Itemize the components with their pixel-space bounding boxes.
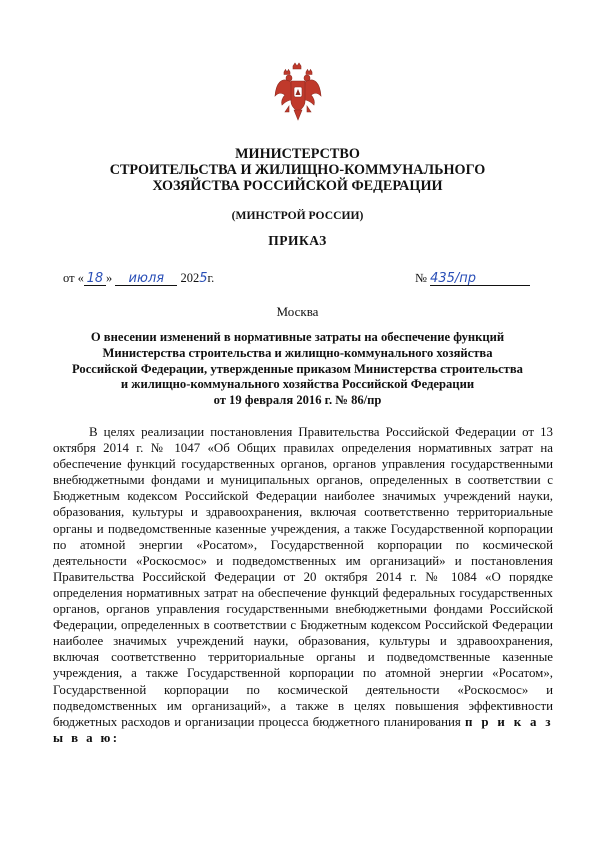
- date-day: 18: [84, 272, 106, 286]
- ministry-short-name: (МИНСТРОЙ РОССИИ): [231, 209, 364, 222]
- ministry-name-line: ХОЗЯЙСТВА РОССИЙСКОЙ ФЕДЕРАЦИИ: [152, 178, 443, 194]
- date-month: июля: [115, 272, 177, 286]
- title-line: и жилищно-коммунального хозяйства Российской Федерации: [120, 377, 475, 392]
- body-paragraph: [53, 424, 553, 746]
- coat-of-arms-icon: [273, 62, 323, 124]
- order-title: [70, 330, 525, 409]
- order-number: [415, 271, 530, 286]
- body-text: В целях реализации постановления Правительства Российской Федерации от 13 октября 2014 г. № 1047 «Об Общих правилах определения нормативных затрат на обеспечение функций государственных органов, органов управления государственными внебюджетными фондами и муниципальных органов, определенных в соответствии с Бюджетным кодексом Российской Федерации наиболее значимых учреждений науки, образования, культуры и здравоохранения, включая соответственно территориальные органы и подведомственные казенные учреждения, а также Государственной корпорации по атомной энергии «Росатом», Государственной корпорации по космической деятельности «Роскосмос» и подведомственных им организаций» и постановления Правительства Российской Федерации от 20 октября 2014 г. № 1084 «О порядке определения нормативных затрат на обеспечение функций федеральных государственных органов, органов управления государственными внебюджетными фондами Российской Федерации, определенных в соответствии с Бюджетным кодексом Российской Федерации наиболее значимых учреждений науки, образования, культуры и здравоохранения, включая соответственно территориальные органы и подведомственные казенные учреждения, а также Государственной корпорации по атомной энергии «Росатом», Государственной корпорации по космической деятельности «Роскосмос» и подведомственных им организаций», а также в целях повышения эффективности бюджетных расходов и организации процесса бюджетного планирования: [53, 425, 553, 729]
- date-year-digit: 5: [199, 271, 208, 286]
- title-line: Министерства строительства и жилищно-коммунального хозяйства: [102, 345, 493, 360]
- title-line: Российской Федерации, утвержденные приказом Министерства строительства: [72, 361, 523, 376]
- date-suffix: г.: [207, 271, 215, 285]
- title-line: О внесении изменений в нормативные затраты на обеспечение функций: [90, 330, 505, 344]
- order-body: [53, 424, 553, 746]
- document-type: ПРИКАЗ: [268, 233, 327, 248]
- date-prefix: от «: [63, 271, 84, 285]
- city: Москва: [276, 304, 319, 319]
- ministry-name: [40, 146, 555, 194]
- date-quote: »: [105, 271, 113, 285]
- date-year-prefix: 202: [180, 271, 200, 285]
- ministry-name-line: СТРОИТЕЛЬСТВА И ЖИЛИЩНО-КОММУНАЛЬНОГО: [109, 162, 486, 178]
- number-prefix: №: [415, 271, 427, 285]
- order-word: п р и к а з ы в а ю:: [53, 714, 553, 745]
- number-value: 435/пр: [430, 272, 530, 286]
- ministry-name-line: МИНИСТЕРСТВО: [235, 146, 360, 162]
- order-date: [63, 271, 214, 286]
- title-line: от 19 февраля 2016 г. № 86/пр: [213, 393, 382, 408]
